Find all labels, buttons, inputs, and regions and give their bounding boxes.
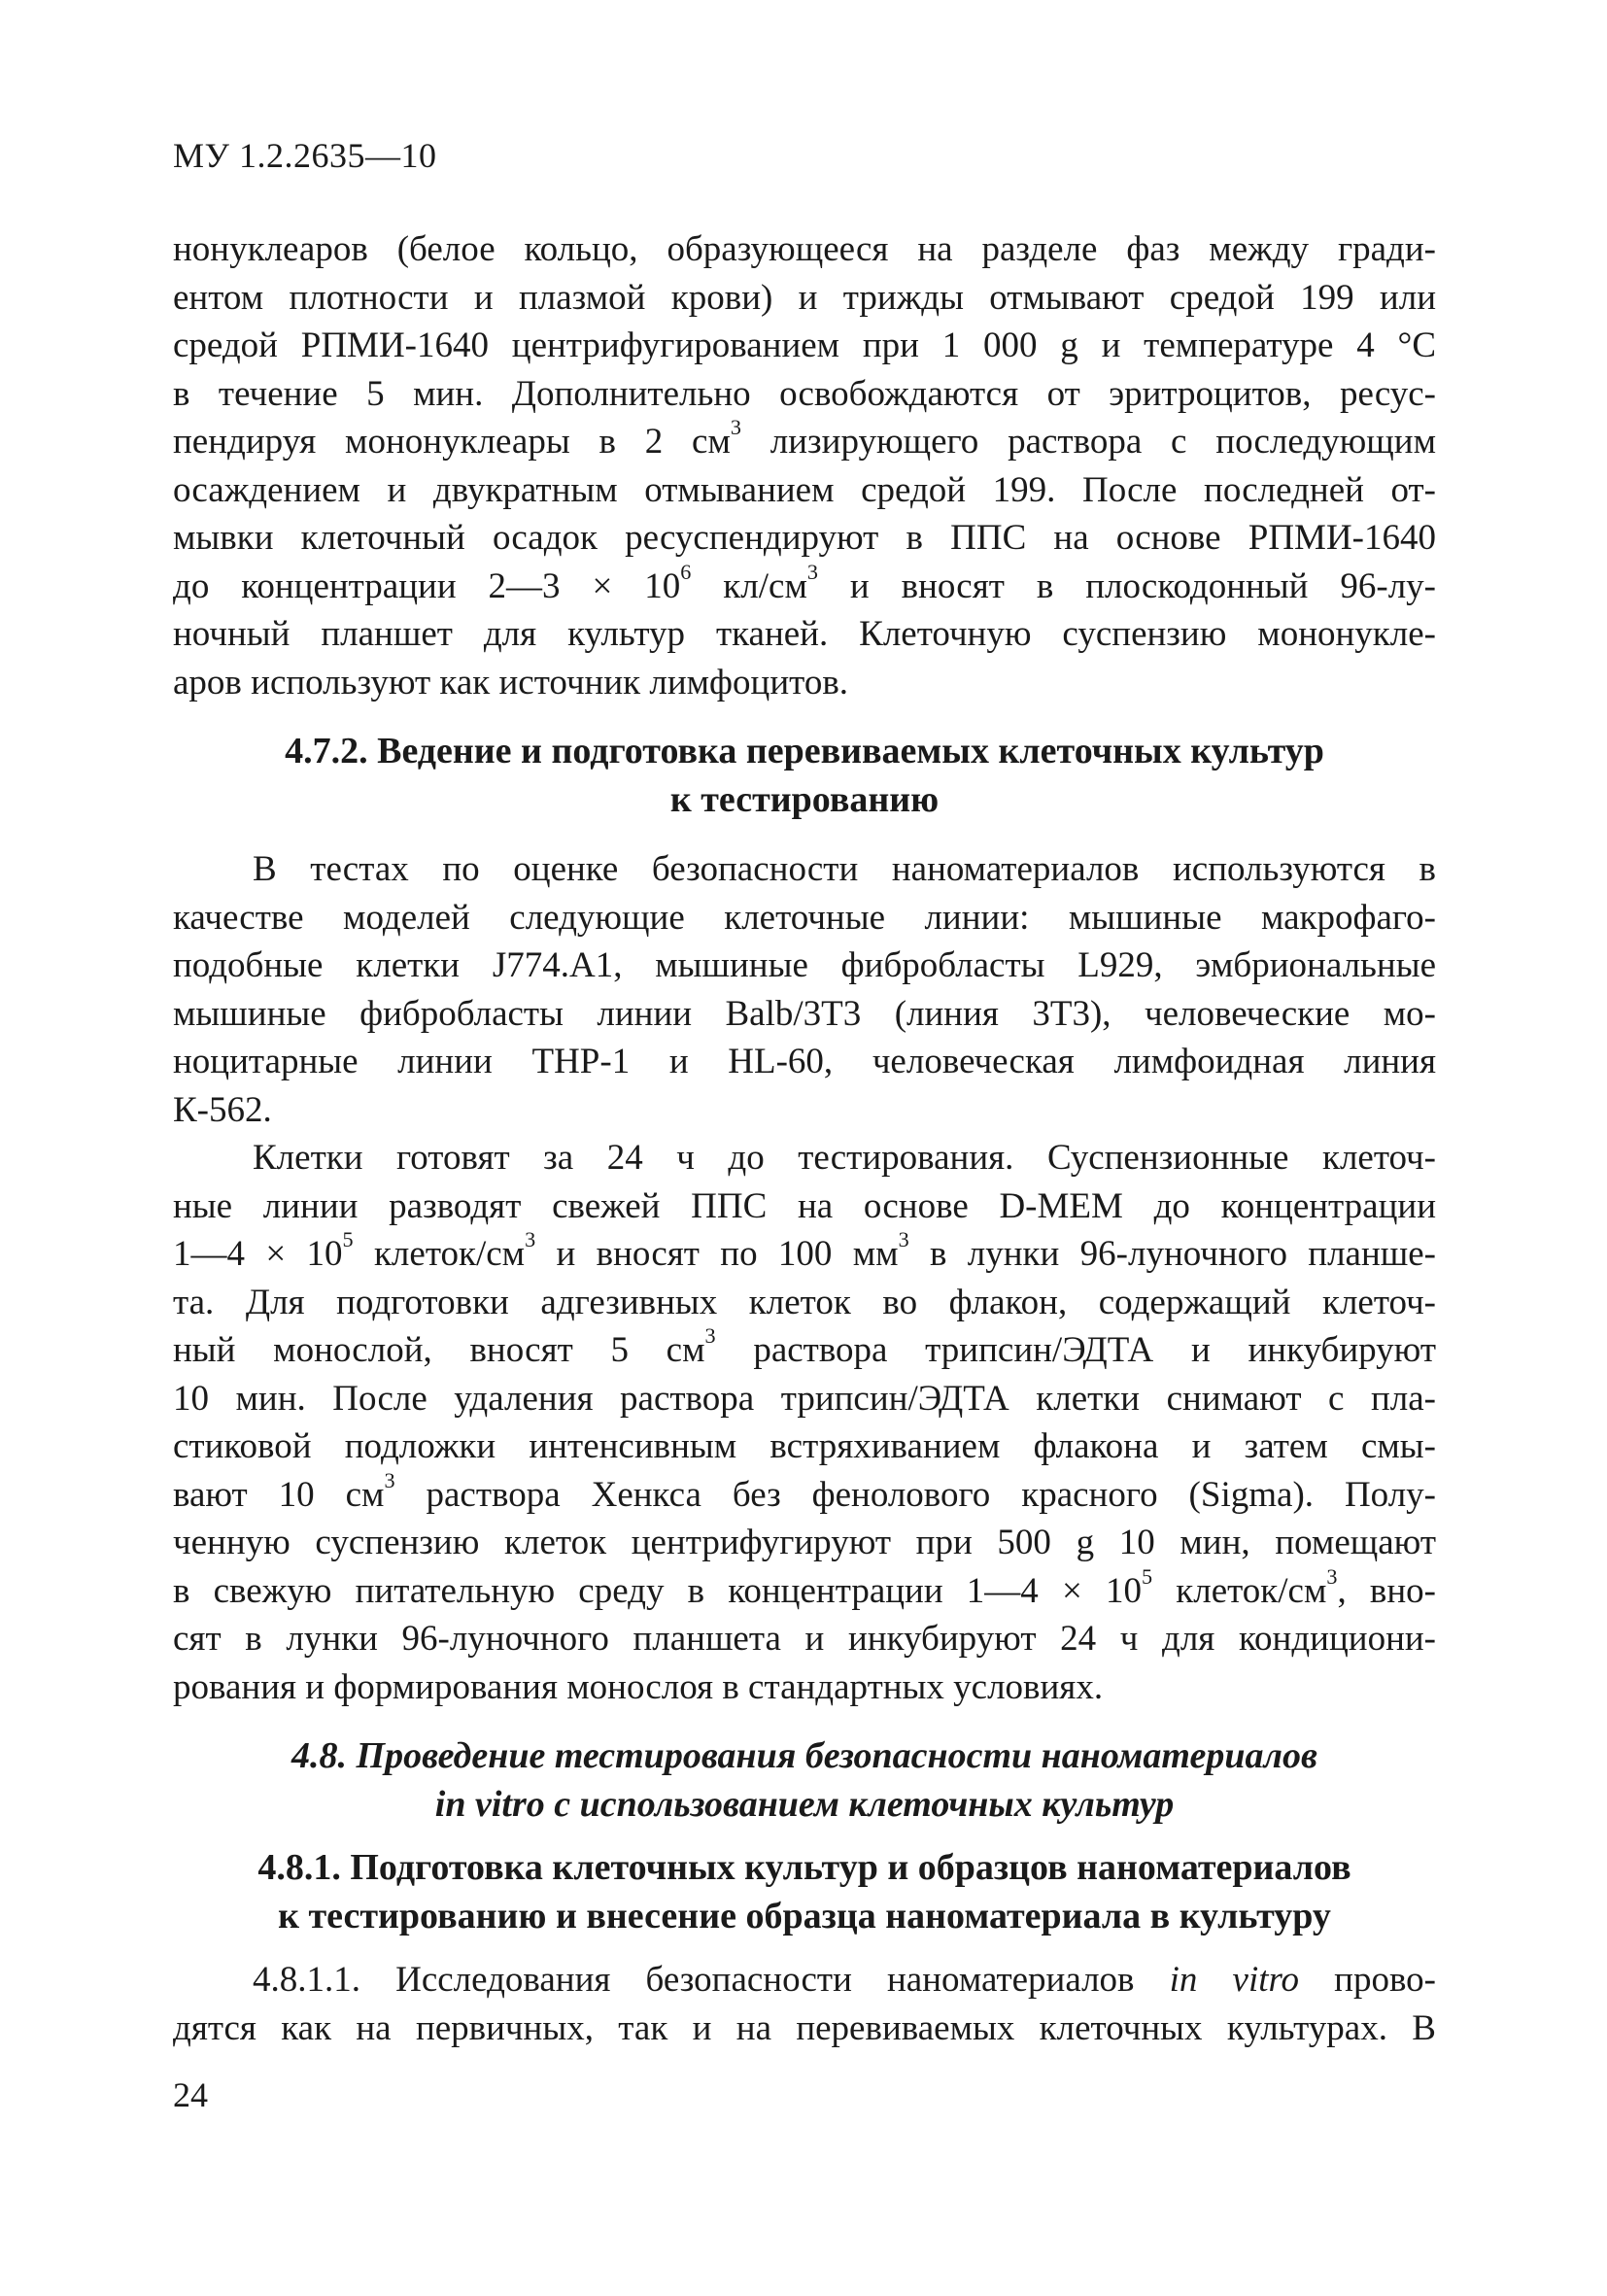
text-line: аров используют как источник лимфоцитов. — [173, 662, 849, 703]
superscript: 3 — [525, 1227, 536, 1252]
paragraph-cell-preparation — [173, 1134, 1436, 1711]
text-line: К-562. — [173, 1089, 272, 1130]
text-run: ный монослой, вносят 5 см — [173, 1330, 705, 1370]
text-line: ченную суспензию клеток центрифугируют при 500 g 10 мин, помещают — [173, 1523, 1436, 1562]
text-line: нонуклеаров (белое кольцо, образующееся на разделе фаз между гради- — [173, 229, 1436, 269]
text-run: кл/см — [691, 565, 807, 606]
text-line — [173, 415, 1436, 466]
text-run: в лунки 96-луночного планше- — [908, 1234, 1436, 1274]
heading-line: 4.8.1. Подготовка клеточных культур и образцов наноматериалов — [257, 1847, 1351, 1888]
text-line — [173, 1323, 1436, 1375]
text-line: рования и формирования монослоя в стандартных условиях. — [173, 1666, 1104, 1707]
text-run: , вно- — [1337, 1570, 1436, 1611]
text-line — [173, 559, 1436, 611]
text-line: средой РПМИ-1640 центрифугированием при 1 000 g и температуре 4 °С — [173, 326, 1436, 365]
text-line: В тестах по оценке безопасности наноматериалов используются в — [253, 849, 1436, 889]
text-line — [173, 1563, 1436, 1616]
heading-line: к тестированию и внесение образца наноматериала в культуру — [278, 1895, 1331, 1936]
text-run: в свежую питательную среду в концентрации 1—4 × 10 — [173, 1570, 1142, 1611]
text-run: 1—4 × 10 — [173, 1234, 343, 1274]
text-line: та. Для подготовки адгезивных клеток во флакон, содержащий клеточ- — [173, 1282, 1436, 1322]
superscript: 6 — [680, 559, 692, 584]
text-run: до концентрации 2—3 × 10 — [173, 565, 681, 606]
text-line: Клетки готовят за 24 ч до тестирования. Суспензионные клеточ- — [253, 1138, 1436, 1178]
text-line: ные линии разводят свежей ППС на основе D-MEM до концентрации — [173, 1185, 1436, 1226]
paragraph-cell-lines — [173, 845, 1436, 1134]
heading-line: 4.8. Проведение тестирования безопасности наноматериалов — [291, 1735, 1317, 1776]
heading-line: к тестированию — [669, 778, 940, 820]
superscript: 5 — [342, 1227, 354, 1252]
document-code: МУ 1.2.2635—10 — [173, 136, 437, 175]
text-run: вают 10 см — [173, 1474, 385, 1515]
text-line: осаждением и двукратным отмыванием средой 199. После последней от- — [173, 469, 1436, 510]
text-line: мышиные фибробласты линии Balb/3T3 (линия 3T3), человеческие мо- — [173, 993, 1436, 1034]
text-line: ноцитарные линии THP-1 и HL-60, человеческая лимфоидная линия — [173, 1042, 1436, 1081]
section-heading-4-8 — [173, 1732, 1436, 1829]
text-run: 4.8.1.1. Исследования безопасности наноматериалов — [253, 1960, 1170, 2000]
text-run: раствора Хенкса без фенолового красного (Sigma). Полу- — [394, 1474, 1436, 1515]
superscript: 3 — [1326, 1563, 1338, 1589]
superscript: 3 — [384, 1467, 395, 1492]
text-run: лизирующего раствора с последующим — [740, 422, 1436, 462]
text-line — [173, 1227, 1436, 1279]
text-run: клеток/см — [353, 1234, 526, 1274]
section-heading-4-8-1 — [173, 1844, 1436, 1940]
text-line — [173, 1467, 1436, 1520]
text-run: клеток/см — [1152, 1570, 1327, 1611]
superscript: 3 — [730, 415, 741, 440]
section-heading-4-7-2 — [173, 728, 1436, 824]
italic-term: in vitro — [1169, 1960, 1300, 2000]
paragraph-mononuclears — [173, 225, 1436, 706]
superscript: 3 — [898, 1227, 909, 1252]
text-line: мывки клеточный осадок ресуспендируют в ППС на основе РПМИ-1640 — [173, 518, 1436, 558]
text-line: ентом плотности и плазмой крови) и трижды отмывают средой 199 или — [173, 277, 1436, 318]
superscript: 3 — [704, 1323, 716, 1349]
superscript: 5 — [1142, 1563, 1153, 1589]
text-run: раствора трипсин/ЭДТА и инкубируют — [715, 1330, 1436, 1370]
text-run: и вносят в плоскодонный 96-лу- — [817, 565, 1436, 606]
page-number: 24 — [173, 2075, 208, 2114]
text-line: подобные клетки J774.A1, мышиные фибробласты L929, эмбриональные — [173, 945, 1436, 985]
text-line: дятся как на первичных, так и на перевиваемых клеточных культурах. В — [173, 2007, 1436, 2048]
text-line: качестве моделей следующие клеточные линии: мышиные макрофаго- — [173, 897, 1436, 938]
text-line: 10 мин. После удаления раствора трипсин/ЭДТА клетки снимают с пла- — [173, 1378, 1436, 1419]
paragraph-4-8-1-1 — [173, 1956, 1436, 2052]
text-line: ночный планшет для культур тканей. Клеточную суспензию мононукле- — [173, 614, 1436, 654]
text-run: прово- — [1299, 1960, 1436, 2000]
text-run: и вносят по 100 мм — [535, 1234, 899, 1274]
text-line — [173, 1956, 1436, 2005]
heading-line: 4.7.2. Ведение и подготовка перевиваемых клеточных культур — [285, 731, 1324, 771]
page-body — [173, 225, 1436, 2052]
superscript: 3 — [806, 559, 818, 584]
text-line: стиковой подложки интенсивным встряхиванием флакона и затем смы- — [173, 1426, 1436, 1466]
text-line: сят в лунки 96-луночного планшета и инкубируют 24 ч для кондициони- — [173, 1619, 1436, 1659]
text-run: пендируя мононуклеары в 2 см — [173, 422, 731, 462]
text-line: в течение 5 мин. Дополнительно освобождаются от эритроцитов, ресус- — [173, 373, 1436, 414]
heading-line: in vitro с использованием клеточных культур — [434, 1783, 1175, 1825]
